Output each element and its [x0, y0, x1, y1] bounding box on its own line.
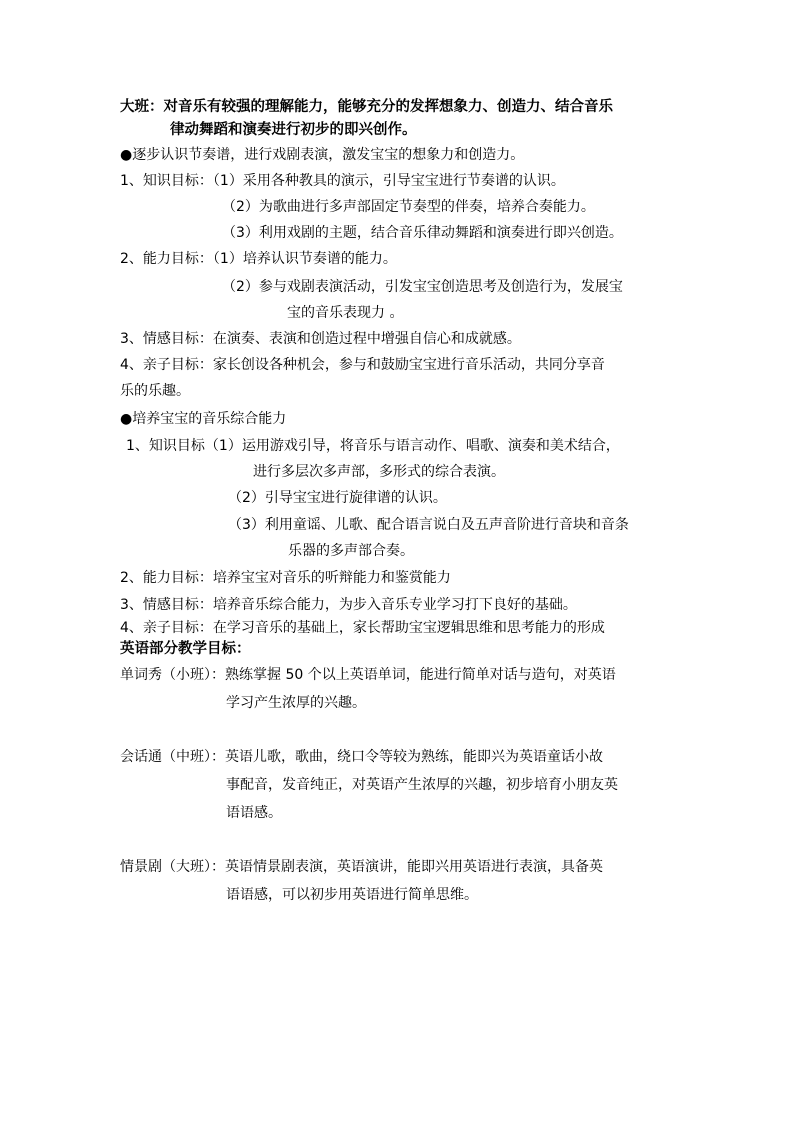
s2-knowledge-goal-2: （2）引导宝宝进行旋律谱的认识。 — [228, 490, 447, 506]
s2-knowledge-goal-1b: 进行多层次多声部，多形式的综合表演。 — [253, 464, 505, 480]
english-small-class-a: 单词秀（小班）：熟练掌握 50 个以上英语单词，能进行简单对话与造句，对英语 — [120, 667, 616, 683]
music-heading-line2: 律动舞蹈和演奏进行初步的即兴创作。 — [170, 122, 417, 138]
english-large-class-b: 语语感，可以初步用英语进行简单思维。 — [226, 887, 478, 903]
s1-knowledge-goal-3: （3）利用戏剧的主题，结合音乐律动舞蹈和演奏进行即兴创造。 — [222, 225, 623, 241]
section1-bullet: ●逐步认识节奏谱，进行戏剧表演，激发宝宝的想象力和创造力。 — [120, 147, 525, 163]
s2-emotion-goal: 3、情感目标：培养音乐综合能力，为步入音乐专业学习打下良好的基础。 — [120, 597, 577, 613]
s1-emotion-goal: 3、情感目标：在演奏、表演和创造过程中增强自信心和成就感。 — [120, 331, 521, 347]
s2-knowledge-goal-3a: （3）利用童谣、儿歌、配合语言说白及五声音阶进行音块和音条 — [228, 517, 629, 533]
english-small-class-b: 学习产生浓厚的兴趣。 — [226, 695, 366, 711]
s1-ability-goal-2b: 宝的音乐表现力 。 — [287, 305, 404, 321]
english-heading: 英语部分教学目标： — [120, 641, 251, 657]
s1-knowledge-goal-1: 1、知识目标：（1）采用各种教具的演示，引导宝宝进行节奏谱的认识。 — [120, 173, 565, 189]
s2-ability-goal: 2、能力目标：培养宝宝对音乐的听辩能力和鉴赏能力 — [120, 570, 451, 586]
s1-knowledge-goal-2: （2）为歌曲进行多声部固定节奏型的伴奏，培养合奏能力。 — [222, 199, 595, 215]
s1-parent-goal-b: 乐的乐趣。 — [120, 383, 190, 399]
s1-ability-goal-2a: （2）参与戏剧表演活动，引发宝宝创造思考及创造行为，发展宝 — [222, 279, 623, 295]
english-middle-class-c: 语语感。 — [226, 805, 282, 821]
s2-knowledge-goal-3b: 乐器的多声部合奏。 — [288, 543, 414, 559]
s2-parent-goal: 4、亲子目标：在学习音乐的基础上，家长帮助宝宝逻辑思维和思考能力的形成 — [120, 620, 605, 636]
section2-bullet: ●培养宝宝的音乐综合能力 — [120, 411, 287, 427]
s1-ability-goal-1: 2、能力目标：（1）培养认识节奏谱的能力。 — [120, 251, 397, 267]
music-heading-line1: 大班：对音乐有较强的理解能力，能够充分的发挥想象力、创造力、结合音乐 — [120, 99, 613, 115]
english-large-class-a: 情景剧（大班）：英语情景剧表演，英语演讲，能即兴用英语进行表演，具备英 — [120, 859, 603, 875]
s2-knowledge-goal-1a: 1、知识目标（1）运用游戏引导，将音乐与语言动作、唱歌、演奏和美术结合， — [126, 438, 620, 454]
english-middle-class-b: 事配音，发音纯正，对英语产生浓厚的兴趣，初步培育小朋友英 — [226, 777, 618, 793]
s1-parent-goal-a: 4、亲子目标：家长创设各种机会，参与和鼓励宝宝进行音乐活动，共同分享音 — [120, 357, 605, 373]
english-middle-class-a: 会话通（中班）：英语儿歌，歌曲，绕口令等较为熟练，能即兴为英语童话小故 — [120, 749, 603, 765]
